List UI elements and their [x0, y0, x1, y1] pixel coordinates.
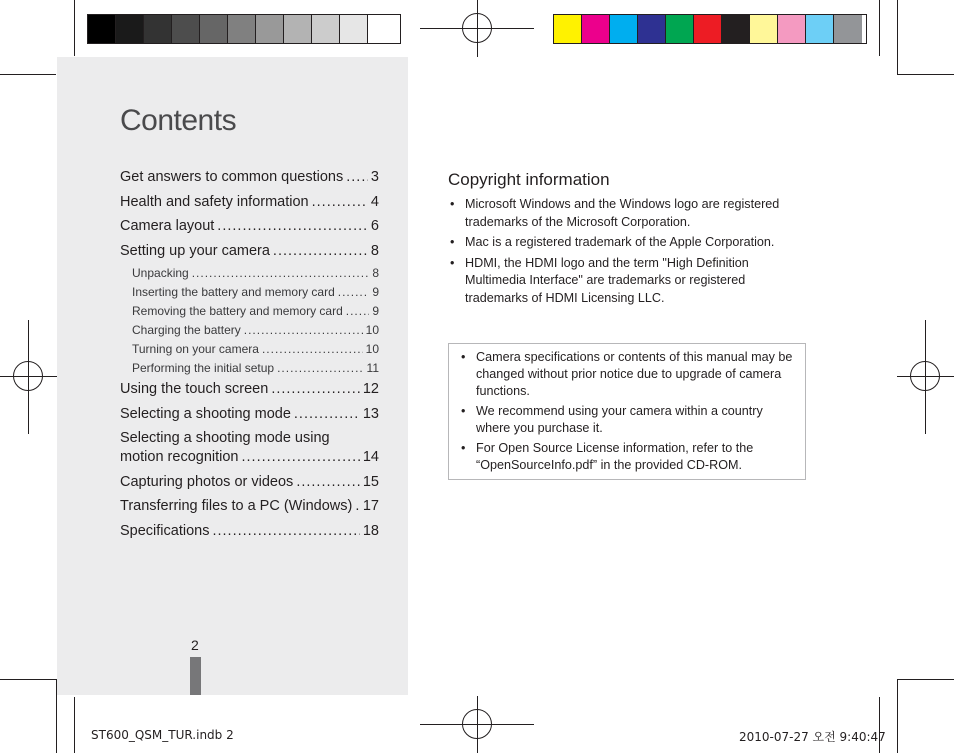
- toc-leader-dots: [212, 522, 359, 541]
- toc-entry-label: Get answers to common questions: [120, 169, 344, 185]
- toc-entry-page: 14: [362, 449, 379, 465]
- toc-leader-dots: [244, 323, 363, 338]
- toc-leader-dots: [346, 168, 368, 187]
- toc-leader-dots: [312, 193, 368, 212]
- toc-entry-page: 8: [372, 266, 379, 280]
- toc-entry: [132, 323, 379, 338]
- color-swatch: [368, 15, 396, 43]
- toc-entry-label: Setting up your camera: [120, 242, 270, 259]
- toc-leader-dots: [355, 497, 360, 516]
- toc-entry-label: Using the touch screen: [120, 381, 269, 397]
- toc-entry-page: 10: [365, 342, 379, 356]
- color-swatch: [638, 15, 666, 43]
- toc-entry: [132, 266, 379, 281]
- toc-entry-label-line: Selecting a shooting mode using: [120, 430, 330, 446]
- color-swatch: [834, 15, 862, 43]
- toc-entry: [132, 285, 379, 300]
- color-swatch: [144, 15, 172, 43]
- color-swatch: [284, 15, 312, 43]
- list-item: • For Open Source License information, refer to the “OpenSourceInfo.pdf” in the provided CD-ROM.: [459, 440, 795, 474]
- toc-leader-dots: [271, 380, 360, 399]
- footer-timestamp: 2010-07-27 오전 9:40:47: [739, 730, 886, 744]
- toc-leader-dots: [277, 361, 363, 376]
- toc-entry-page: 11: [366, 361, 379, 375]
- color-swatch: [228, 15, 256, 43]
- toc-leader-dots: [192, 266, 370, 281]
- toc-entry-page: 17: [362, 498, 379, 514]
- list-item: • HDMI, the HDMI logo and the term "High Definition Multimedia Interface" are trademarks or registered trademarks of HDMI Licensing LLC.: [448, 255, 808, 308]
- toc-entry: [120, 473, 379, 492]
- toc-entry-label: Inserting the battery and memory card: [132, 285, 335, 299]
- toc-entry-page: 8: [370, 242, 379, 259]
- toc-leader-dots: [262, 342, 363, 357]
- toc-entry: [120, 242, 379, 261]
- toc-entry-page: 10: [365, 323, 379, 337]
- toc-entry: [120, 168, 379, 187]
- toc-leader-dots: [294, 405, 360, 424]
- page-tab: [190, 657, 201, 695]
- toc-entry-page: 13: [362, 405, 379, 422]
- toc-entry: [132, 304, 379, 319]
- grayscale-bar: [87, 14, 401, 44]
- toc-entry-page: 12: [362, 381, 379, 397]
- notes-list: [459, 349, 795, 474]
- toc-entry: [120, 497, 379, 516]
- list-item: • Microsoft Windows and the Windows logo are registered trademarks of the Microsoft Corporation.: [448, 196, 808, 231]
- color-bar: [553, 14, 867, 44]
- toc-entry: [132, 342, 379, 357]
- color-swatch: [778, 15, 806, 43]
- list-item: • Camera specifications or contents of this manual may be changed without prior notice due to upgrade of camera functions.: [459, 349, 795, 400]
- toc-entry-page: 18: [362, 522, 379, 539]
- toc-entry-label: Health and safety information: [120, 193, 309, 210]
- toc-entry-page: 3: [370, 169, 379, 185]
- toc-entry-page: 9: [372, 285, 379, 299]
- toc-entry-label: Removing the battery and memory card: [132, 304, 343, 318]
- toc-leader-dots: [346, 304, 370, 319]
- color-swatch: [582, 15, 610, 43]
- color-swatch: [312, 15, 340, 43]
- color-swatch: [666, 15, 694, 43]
- toc-entry: [120, 522, 379, 541]
- toc-entry-page: 15: [362, 473, 379, 490]
- toc-entry: [120, 405, 379, 424]
- color-swatch: [200, 15, 228, 43]
- toc-entry-label: Transferring files to a PC (Windows): [120, 498, 353, 514]
- color-swatch: [172, 15, 200, 43]
- color-swatch: [750, 15, 778, 43]
- color-swatch: [554, 15, 582, 43]
- footer-filename: ST600_QSM_TUR.indb 2: [91, 728, 234, 742]
- toc-entry-page: 9: [372, 304, 379, 318]
- copyright-heading: Copyright information: [448, 170, 610, 189]
- toc-entry-label: Performing the initial setup: [132, 361, 275, 375]
- color-swatch: [116, 15, 144, 43]
- list-item: • We recommend using your camera within a country where you purchase it.: [459, 403, 795, 437]
- toc-entry-label: Unpacking: [132, 266, 189, 280]
- color-swatch: [88, 15, 116, 43]
- color-swatch: [694, 15, 722, 43]
- toc-leader-dots: [338, 285, 370, 300]
- color-swatch: [610, 15, 638, 43]
- toc-entry: [132, 361, 379, 376]
- contents-title: Contents: [120, 104, 237, 137]
- toc-leader-dots: [217, 217, 368, 236]
- toc-entry-label: Selecting a shooting mode: [120, 405, 291, 422]
- toc-entry-label: Camera layout: [120, 218, 215, 234]
- toc-leader-dots: [273, 242, 368, 261]
- toc-entry-label: Specifications: [120, 522, 210, 539]
- color-swatch: [722, 15, 750, 43]
- toc-entry-page: 6: [370, 218, 379, 234]
- toc-entry-label: motion recognition: [120, 449, 239, 465]
- color-swatch: [256, 15, 284, 43]
- color-swatch: [340, 15, 368, 43]
- color-swatch: [806, 15, 834, 43]
- toc-entry-label: Turning on your camera: [132, 342, 259, 356]
- toc-entry: [120, 380, 379, 399]
- notes-box: [448, 343, 806, 480]
- toc-entry-label: Charging the battery: [132, 323, 241, 337]
- copyright-section: [448, 170, 808, 310]
- toc-leader-dots: [296, 473, 360, 492]
- toc-entry: [120, 217, 379, 236]
- page-number: 2: [191, 637, 199, 653]
- list-item: • Mac is a registered trademark of the Apple Corporation.: [448, 234, 808, 252]
- toc-entry: [120, 429, 379, 467]
- toc-entry-label: Capturing photos or videos: [120, 473, 294, 490]
- table-of-contents: [120, 166, 379, 546]
- copyright-list: [448, 196, 808, 307]
- toc-entry: [120, 193, 379, 212]
- toc-leader-dots: [242, 448, 360, 467]
- toc-entry-page: 4: [370, 193, 379, 210]
